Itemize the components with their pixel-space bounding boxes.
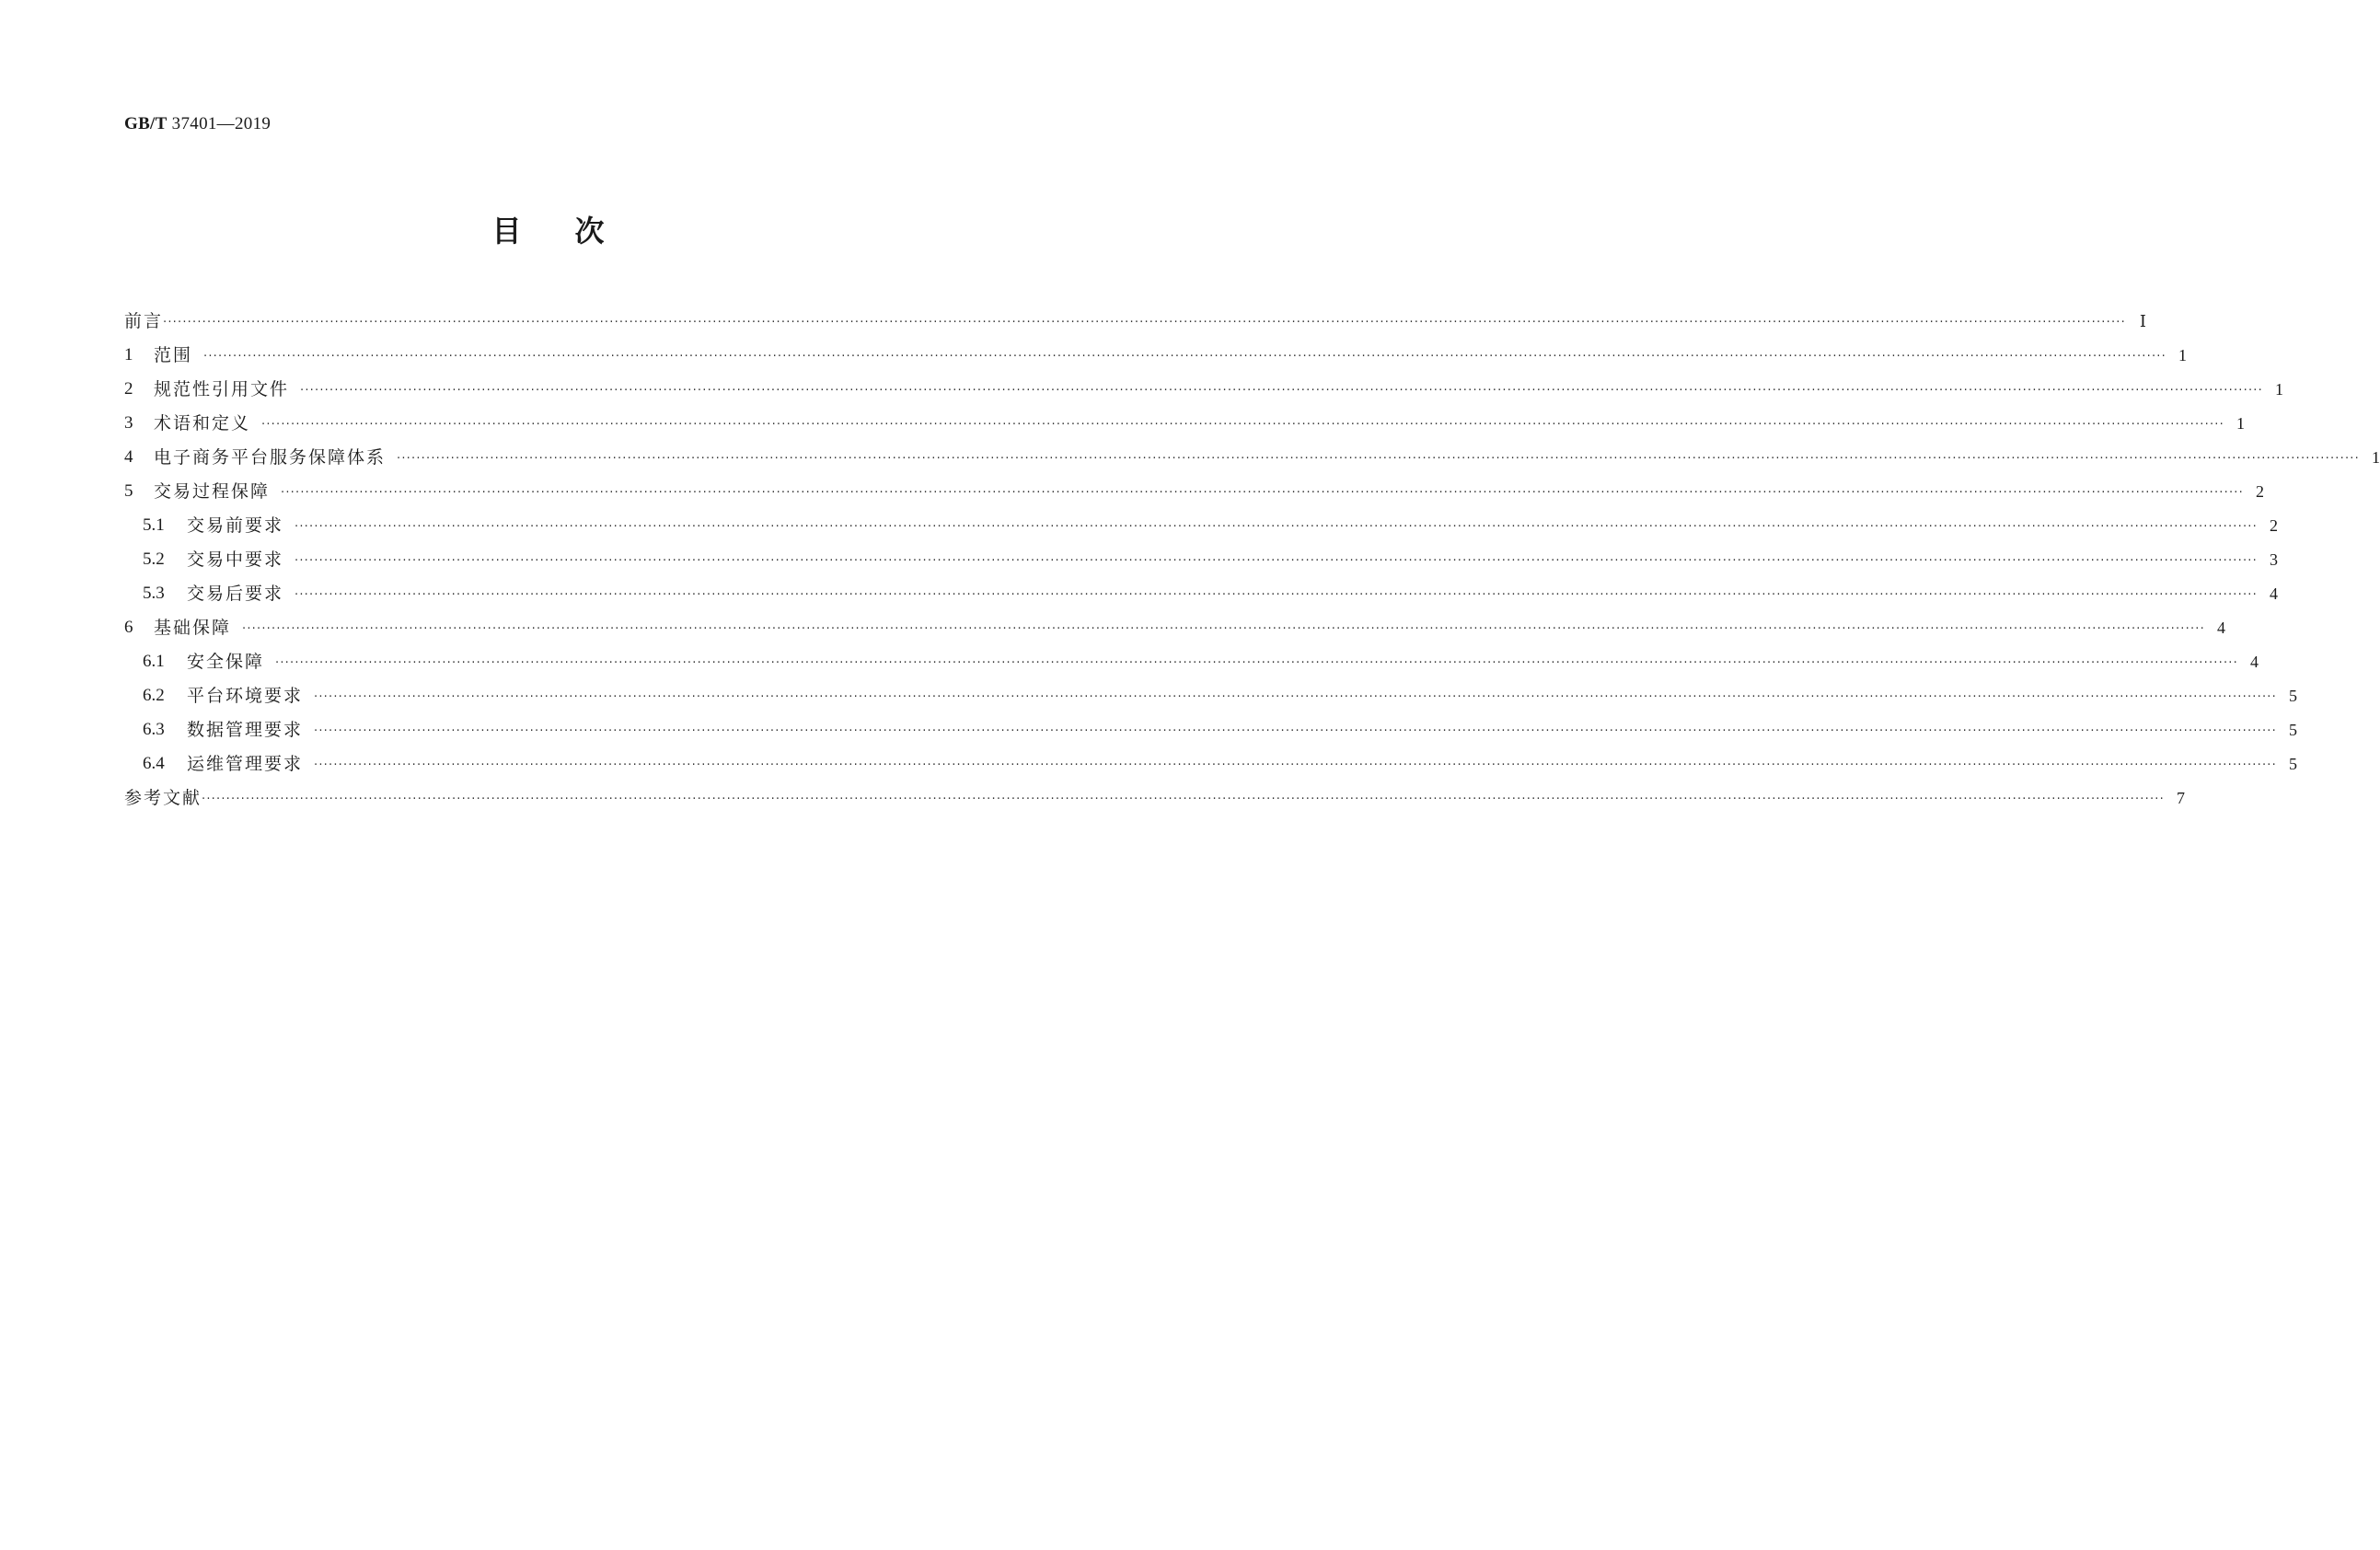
table-of-contents	[124, 299, 2380, 810]
toc-entry-label: 交易后要求	[187, 584, 284, 604]
toc-entry-number: 5	[124, 481, 133, 501]
toc-leader-dots: ················································································································································································································································································································································································································	[163, 316, 2126, 330]
toc-entry[interactable]	[124, 333, 2187, 367]
toc-entry[interactable]	[124, 299, 2146, 333]
toc-entry[interactable]	[124, 435, 2380, 469]
toc-leader-dots: ················································································································································································································································································································································································································	[242, 622, 2205, 636]
toc-entry-number: 6.3	[143, 720, 165, 739]
toc-entry-label: 运维管理要求	[187, 754, 304, 774]
toc-leader-dots: ················································································································································································································································································································································································································	[397, 452, 2360, 466]
toc-leader-dots: ················································································································································································································································································································································································································	[275, 656, 2238, 670]
standard-number: 37401—2019	[171, 114, 272, 133]
toc-entry[interactable]	[124, 606, 2225, 640]
toc-entry-label: 交易前要求	[187, 515, 284, 536]
toc-entry-number: 5.2	[143, 549, 165, 569]
toc-entry-number: 6	[124, 618, 133, 637]
toc-entry-label: 范围	[154, 345, 193, 365]
page-title: 目次	[491, 214, 658, 249]
toc-entry[interactable]	[124, 674, 2297, 708]
toc-leader-dots: ················································································································································································································································································································································································································	[314, 690, 2277, 704]
toc-entry-label: 规范性引用文件	[154, 379, 290, 399]
toc-entry-page: 7	[2176, 789, 2185, 807]
toc-entry-page: 4	[2249, 653, 2259, 671]
toc-leader-dots: ················································································································································································································································································································································································································	[295, 520, 2258, 534]
toc-entry-label: 基础保障	[154, 618, 232, 638]
toc-entry[interactable]	[124, 401, 2245, 435]
toc-entry-number: 3	[124, 413, 133, 433]
toc-entry-page: 2	[2269, 516, 2278, 535]
toc-entry[interactable]	[124, 469, 2264, 503]
toc-entry-number: 6.2	[143, 686, 165, 705]
toc-entry[interactable]	[124, 640, 2259, 674]
toc-entry[interactable]	[124, 503, 2278, 538]
toc-leader-dots: ················································································································································································································································································································································································································	[314, 724, 2277, 738]
toc-leader-dots: ················································································································································································································································································································································································································	[314, 758, 2277, 772]
toc-leader-dots: ················································································································································································································································································································································································································	[203, 350, 2166, 364]
toc-entry-page: 1	[2236, 414, 2245, 433]
toc-leader-dots: ················································································································································································································································································································································································································	[281, 486, 2244, 500]
toc-entry-page: 4	[2269, 584, 2278, 603]
toc-entry-number: 5.3	[143, 584, 165, 603]
toc-leader-dots: ················································································································································································································································································································································································································	[295, 554, 2258, 568]
toc-entry[interactable]	[124, 572, 2278, 606]
toc-entry-label: 术语和定义	[154, 413, 251, 434]
toc-entry-page: Ⅰ	[2139, 312, 2146, 330]
toc-entry-page: 4	[2216, 619, 2225, 637]
toc-entry-number: 6.4	[143, 754, 165, 773]
toc-entry-page: 2	[2255, 482, 2264, 501]
toc-entry-page: 5	[2288, 755, 2297, 773]
standard-prefix: GB/T	[124, 114, 168, 133]
toc-entry-page: 3	[2269, 550, 2278, 569]
toc-entry-label: 数据管理要求	[187, 720, 304, 740]
toc-entry-label: 平台环境要求	[187, 686, 304, 706]
toc-entry[interactable]	[124, 367, 2283, 401]
toc-entry-page: 1	[2371, 448, 2380, 467]
toc-entry-page: 1	[2178, 346, 2187, 364]
toc-leader-dots: ················································································································································································································································································································································································································	[295, 588, 2258, 602]
toc-entry-number: 4	[124, 447, 133, 467]
toc-entry[interactable]	[124, 742, 2297, 776]
toc-leader-dots: ················································································································································································································································································································································································································	[202, 792, 2165, 806]
toc-entry[interactable]	[124, 538, 2278, 572]
toc-entry-label: 参考文献	[124, 788, 202, 808]
toc-entry[interactable]	[124, 776, 2185, 810]
toc-entry-label: 前言	[124, 311, 164, 331]
toc-entry-label: 交易过程保障	[154, 481, 271, 502]
toc-leader-dots: ················································································································································································································································································································································································································	[261, 418, 2224, 432]
toc-entry-number: 1	[124, 345, 133, 364]
toc-entry-number: 6.1	[143, 652, 165, 671]
toc-entry-page: 1	[2274, 380, 2283, 399]
toc-entry-label: 安全保障	[187, 652, 265, 672]
toc-entry-page: 5	[2288, 721, 2297, 739]
toc-leader-dots: ················································································································································································································································································································································································································	[300, 384, 2263, 398]
standard-code	[124, 114, 271, 134]
toc-entry-number: 2	[124, 379, 133, 399]
toc-entry-label: 电子商务平台服务保障体系	[154, 447, 387, 468]
toc-entry-label: 交易中要求	[187, 549, 284, 570]
toc-entry-number: 5.1	[143, 515, 165, 535]
toc-entry[interactable]	[124, 708, 2297, 742]
toc-entry-page: 5	[2288, 687, 2297, 705]
